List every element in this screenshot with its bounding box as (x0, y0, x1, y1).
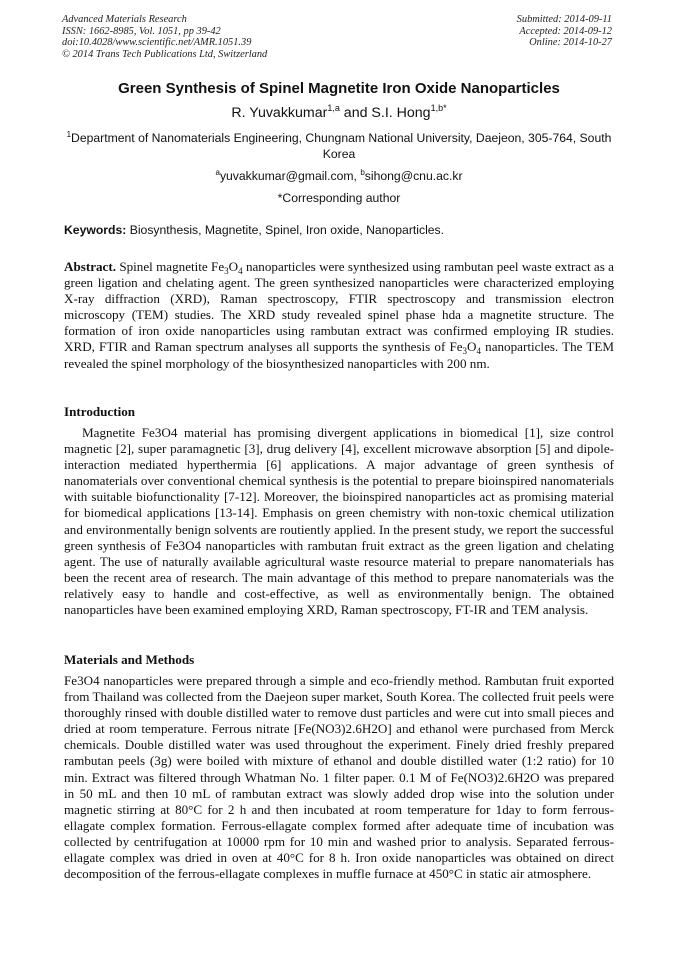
abstract-sub-4: 4 (476, 346, 482, 357)
abstract-sub-1: 3 (224, 266, 229, 276)
email-b[interactable]: sihong@cnu.ac.kr (364, 169, 463, 183)
keywords-label: Keywords: (64, 223, 127, 237)
journal-copyright: © 2014 Trans Tech Publications Ltd, Switzerland (62, 48, 268, 60)
journal-info (62, 14, 267, 60)
author-2-affil-mark: 1,b* (430, 103, 447, 113)
paper-title: Green Synthesis of Spinel Magnetite Iron Oxide Nanoparticles (118, 80, 560, 97)
abstract (64, 259, 614, 372)
email-a[interactable]: yuvakkumar@gmail.com, (219, 169, 361, 183)
date-accepted: Accepted: 2014-09-12 (519, 25, 612, 37)
affiliation (66, 130, 612, 162)
abstract-label: Abstract. (64, 259, 116, 274)
abstract-sub-3: 3 (462, 346, 468, 357)
author-line (0, 104, 678, 122)
journal-doi[interactable]: doi:10.4028/www.scientific.net/AMR.1051.39 (62, 37, 252, 49)
author-1-affil-mark: 1,a (327, 103, 340, 113)
introduction-heading: Introduction (64, 404, 136, 419)
journal-issn: ISSN: 1662-8985, Vol. 1051, pp 39-42 (62, 25, 221, 37)
affiliation-mark: 1 (66, 130, 72, 139)
methods-body: Fe3O4 nanoparticles were prepared through a simple and eco-friendly method. Rambutan fruit exported from Thailand was collected from the Daejeon super market, South Korea. The collected fruit peels were thoroughly rinsed with double distilled water to remove dust particles and were cut into small pieces and dried at room temperature. Ferrous nitrate [Fe(NO3)2.6H2O] and ethanol were purchased from Merck chemicals. Double distilled water was used throughout the experiment. Finely dried freshly prepared rambutan peels (3g) were boiled with mixture of ethanol and double distilled water (1:2 ratio) for 10 min. Extract was filtered through Whatman No. 1 filter paper. 0.1 M of Fe(NO3)2.6H2O was prepared in 50 mL and then 10 mL of rambutan extract was slowly added drop wise into the solution under magnetic stirring at 80°C for 2 h and then incubated at room temperature for 1day to form ferrous-ellagate complex formation. Ferrous-ellagate complex formed after adequate time of incubation was collected by centrifugation at 10000 rpm for 10 min and washed prior to analysis. Separated ferrous-ellagate complex was dried in oven at 40°C for 8 h. Iron oxide nanoparticles was obtained on direct decomposition of the ferrous-ellagate complexes in muffle furnace at 450°C in static air atmosphere. (64, 673, 614, 882)
introduction-body: Magnetite Fe3O4 material has promising divergent applications in biomedical [1], size control magnetic [2], super paramagnetic [3], drug delivery [4], excellent microwave absorption [5] and dipole-interaction mediated hyperthermia [6] applications. A major advantage of green synthesis of nanomaterials over conventional chemical synthesis is the potential to prepare bioinspired nanomaterials with suitable biofunctionality [7-12]. Moreover, the bioinspired nanoparticles act as promising material for biomedical applications [13-14]. Emphasis on green chemistry with non-toxic chemical utilization and environmentally benign solvents are routiently applied. In the present study, we report the successful green synthesis of Fe3O4 nanoparticles with rambutan fruit extract as the green ligation and chelating agent. The use of naturally available agricultural waste resource material to prepare nanomaterials has been the recent area of research. The main advantage of this method to prepare nanomaterials was the relatively easy to handle and cost-effective, as well as environmentally benign. The obtained nanoparticles have been examined employing XRD, Raman spectroscopy, FT-IR and TEM analysis. (64, 425, 614, 618)
abstract-text-5: nanoparticles. The TEM revealed the spinel morphology of the biosynthesized nanoparticles with 200 nm. (64, 339, 615, 371)
author-conjunction: and (339, 105, 372, 121)
affiliation-text: Department of Nanomaterials Engineering, Chungnam National University, Daejeon, 305-764, South Korea (71, 131, 612, 161)
publication-dates (517, 14, 612, 49)
email-b-mark: b (360, 168, 365, 177)
abstract-text-2: O (228, 259, 239, 274)
abstract-text-3: nanoparticles were synthesized using rambutan peel waste extract as a green ligation and chelating agent. The green synthesized nanoparticles were characterized employing X-ray diffraction (XRD), Raman spectroscopy, FTIR spectroscopy and transmission electron microscopy (TEM) studies. The XRD study revealed spinel phase hda a magnetite structure. The formation of iron oxide nanoparticles using rambutan extract was confirmed employing IR studies. XRD, FTIR and Raman spectrum analyses all supports the synthesis of Fe (64, 259, 614, 355)
corresponding-author-note: *Corresponding author (277, 191, 401, 205)
author-1: R. Yuvakkumar (231, 105, 328, 121)
email-a-mark: a (215, 168, 220, 177)
keywords (64, 222, 614, 238)
date-online: Online: 2014-10-27 (529, 37, 612, 49)
abstract-text-1: Spinel magnetite Fe (116, 259, 225, 274)
author-2: S.I. Hong (371, 105, 431, 121)
methods-heading: Materials and Methods (64, 652, 195, 667)
abstract-text-4: O (467, 339, 477, 355)
journal-name: Advanced Materials Research (62, 14, 187, 25)
abstract-sub-2: 4 (238, 266, 243, 276)
keywords-text: Biosynthesis, Magnetite, Spinel, Iron oxide, Nanoparticles. (126, 223, 445, 237)
date-submitted: Submitted: 2014-09-11 (516, 14, 612, 25)
author-emails (0, 168, 678, 184)
